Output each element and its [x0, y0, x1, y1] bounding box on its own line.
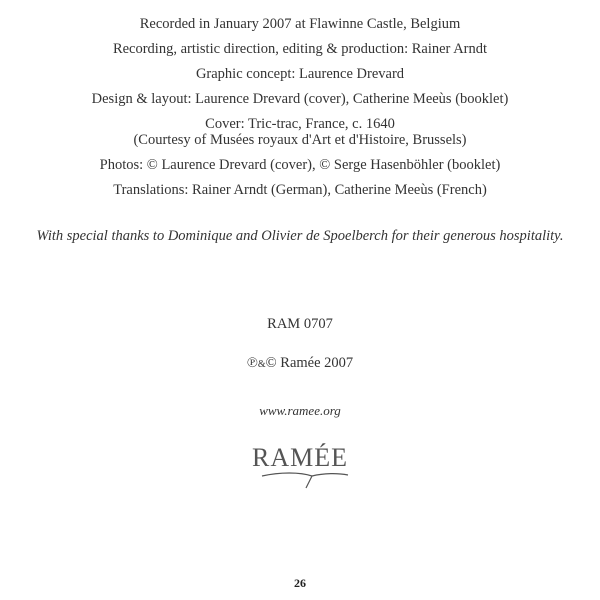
recorded-line: Recorded in January 2007 at Flawinne Castle, Belgium [139, 16, 461, 32]
logo-swash-icon [260, 470, 350, 492]
copyright-text: © Ramée 2007 [265, 355, 354, 371]
ampersand: & [257, 359, 266, 370]
copyright-line [0, 355, 600, 373]
photos-line: Photos: © Laurence Drevard (cover), © Serge Hasenböhler (booklet) [99, 157, 501, 173]
website-link[interactable]: www.ramee.org [259, 403, 341, 418]
logo-wordmark: RAMÉE [252, 443, 348, 472]
cover-line: Cover: Tric-trac, France, c. 1640 [205, 116, 395, 132]
translations-line: Translations: Rainer Arndt (German), Catherine Meeùs (French) [113, 182, 487, 198]
courtesy-line: (Courtesy of Musées royaux d'Art et d'Histoire, Brussels) [133, 132, 467, 148]
design-layout-line: Design & layout: Laurence Drevard (cover), Catherine Meeùs (booklet) [91, 91, 509, 107]
page-number: 26 [294, 576, 306, 590]
catalog-number: RAM 0707 [267, 316, 333, 332]
ramee-logo [0, 444, 600, 494]
graphic-concept-line: Graphic concept: Laurence Drevard [195, 66, 405, 82]
phonogram-symbol: ℗ [246, 355, 258, 371]
thanks-line: With special thanks to Dominique and Olivier de Spoelberch for their generous hospitality. [36, 228, 564, 244]
recording-line: Recording, artistic direction, editing & production: Rainer Arndt [112, 41, 488, 57]
